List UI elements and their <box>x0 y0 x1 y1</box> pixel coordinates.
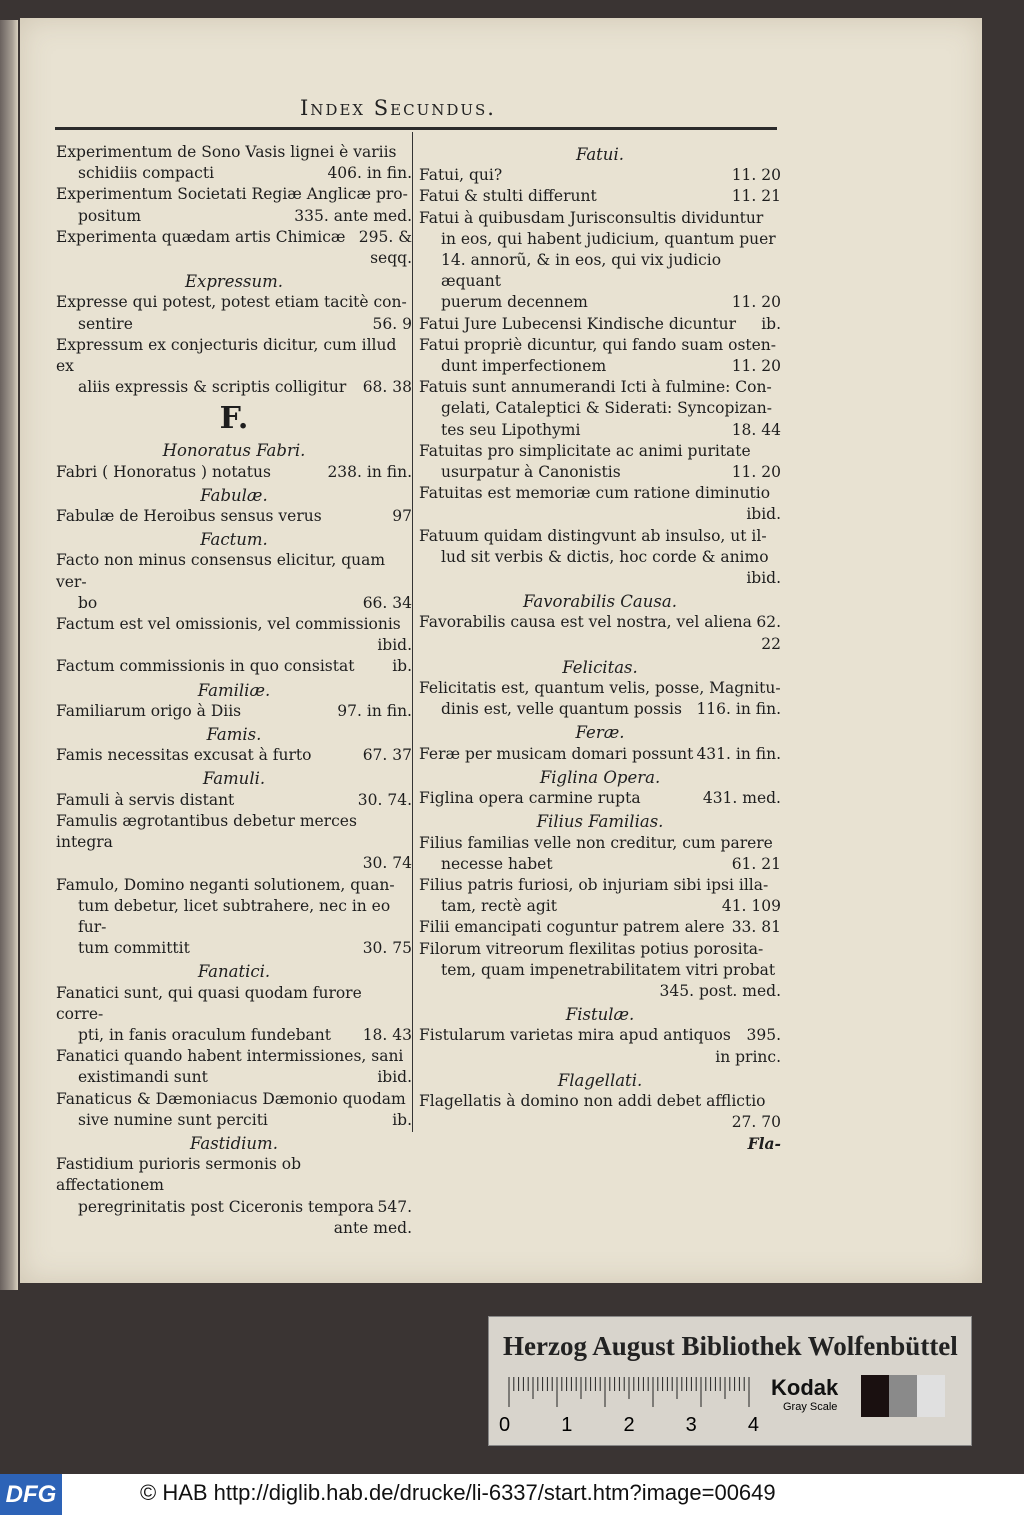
entry-line <box>419 314 781 335</box>
entry-text: Factum est vel omissionis, vel commissionis <box>56 615 401 634</box>
entry-text: puerum decennem <box>441 293 588 312</box>
page-reference: 68. 38 <box>362 378 412 397</box>
entry-text: necesse habet <box>441 854 553 873</box>
entry-line <box>56 506 412 527</box>
index-entry <box>419 208 781 314</box>
index-heading: Feræ. <box>575 723 625 743</box>
entry-text: Filii emancipati coguntur patrem alere <box>419 918 725 937</box>
entry-line <box>419 292 781 313</box>
entry-text: Experimentum de Sono Vasis lignei è variis <box>56 143 397 161</box>
entry-line <box>419 1112 781 1133</box>
entry-text: Famulo, Domino neganti solutionem, quan- <box>56 875 395 894</box>
entry-text: Factum commissionis in quo consistat <box>56 657 355 676</box>
running-header: Index Secundus. <box>300 96 496 120</box>
entry-text: Filius familias velle non creditur, cum parere <box>419 833 773 852</box>
page-reference: 30. 75 <box>362 939 412 958</box>
entry-line <box>419 960 781 981</box>
entry-line <box>56 184 412 205</box>
index-entry <box>419 1091 781 1133</box>
page-reference: 431. med. <box>702 789 781 808</box>
index-heading: Fistulæ. <box>565 1005 635 1025</box>
index-entry <box>419 612 781 654</box>
entry-text: tam, rectè agit <box>441 897 557 916</box>
ruler-numbers <box>499 1414 759 1437</box>
entry-text: Fabri ( Honoratus ) notatus <box>56 462 271 481</box>
entry-line <box>419 1025 781 1046</box>
entry-text: 14. annorũ, & in eos, qui vix judicio æquant <box>441 251 722 291</box>
ruler-number: 4 <box>747 1414 759 1436</box>
entry-text: peregrinitatis post Ciceronis tempora <box>78 1197 375 1216</box>
index-entry <box>56 550 412 614</box>
entry-line <box>56 790 412 811</box>
entry-line <box>56 635 412 656</box>
entry-line <box>419 634 781 655</box>
entry-line <box>56 853 412 874</box>
index-heading: Figlina Opera. <box>539 767 661 787</box>
page-reference: 547. <box>377 1197 412 1216</box>
ruler-number: 2 <box>623 1414 635 1436</box>
entry-line <box>56 875 412 896</box>
entry-text: Fastidium purioris sermonis ob affectationem <box>56 1155 302 1195</box>
entry-text: dinis est, velle quantum possis <box>441 700 682 719</box>
page-reference: 116. in fin. <box>696 700 781 719</box>
entry-text: Famis necessitas excusat à furto <box>56 746 312 765</box>
page-reference: 18. 43 <box>362 1025 412 1044</box>
entry-text: positum <box>78 206 142 225</box>
index-entry <box>419 875 781 917</box>
index-heading: Flagellati. <box>557 1070 643 1090</box>
index-heading: Famuli. <box>202 769 266 789</box>
entry-text: tes seu Lipothymi <box>441 420 581 439</box>
index-entry <box>419 186 781 207</box>
page-reference: 238. in fin. <box>327 462 412 481</box>
entry-line <box>56 811 412 853</box>
entry-text: Experimentum Societati Regiæ Anglicæ pro- <box>56 185 408 204</box>
index-entry <box>56 462 412 483</box>
entry-line <box>419 483 781 504</box>
page-reference: ibid. <box>377 1068 412 1087</box>
entry-line <box>419 833 781 854</box>
entry-line <box>56 1089 412 1110</box>
entry-line <box>419 547 781 568</box>
ruler-number: 0 <box>499 1414 511 1436</box>
entry-text: sive numine sunt perciti <box>78 1110 268 1129</box>
column-divider <box>412 132 413 1132</box>
entry-line <box>56 227 412 248</box>
page-reference: 67. 37 <box>362 746 412 765</box>
entry-line <box>419 250 781 292</box>
entry-text: Fatui & stulti differunt <box>419 187 597 206</box>
index-heading: Expressum. <box>184 272 284 292</box>
entry-text: Favorabilis causa est vel nostra, vel aliena <box>419 613 752 632</box>
entry-text: Fistularum varietas mira apud antiquos <box>419 1026 731 1045</box>
index-entry <box>56 983 412 1047</box>
index-entry <box>56 1046 412 1088</box>
entry-line <box>419 896 781 917</box>
copyright-url[interactable]: © HAB http://diglib.hab.de/drucke/li-6337/start.htm?image=00649 <box>140 1480 776 1505</box>
index-entry <box>56 1154 412 1239</box>
entry-text: Fanaticus & Dæmoniacus Dæmonio quodam <box>56 1089 406 1108</box>
entry-text: in eos, qui habent judicium, quantum puer <box>441 229 776 248</box>
entry-line <box>419 788 781 809</box>
entry-line <box>56 550 412 592</box>
section-letter: F. <box>219 401 249 437</box>
index-heading: Honoratus Fabri. <box>162 441 306 461</box>
entry-text: tum debetur, licet subtrahere, nec in eo fur- <box>78 896 391 936</box>
entry-text: Feræ per musicam domari possunt <box>419 744 694 763</box>
entry-text: dunt imperfectionem <box>441 357 607 376</box>
page-reference: 66. 34 <box>362 593 412 612</box>
entry-text: Fanatici quando habent intermissiones, sani <box>56 1047 404 1066</box>
header-rule <box>55 127 777 130</box>
index-column-left <box>56 142 412 1239</box>
page-reference: ante med. <box>333 1218 412 1237</box>
entry-line <box>56 292 412 313</box>
entry-text: pti, in fanis oraculum fundebant <box>78 1025 332 1044</box>
page-reference: 30. 74 <box>362 854 412 873</box>
page-reference: 335. ante med. <box>294 206 412 225</box>
page-reference: 62. <box>756 613 781 632</box>
entry-text: Famulis ægrotantibus debetur merces integra <box>56 811 357 852</box>
entry-line <box>419 917 781 938</box>
index-entry <box>419 678 781 720</box>
index-entry <box>419 833 781 875</box>
entry-line <box>419 875 781 896</box>
entry-line <box>56 1046 412 1067</box>
gray-swatch-black <box>861 1375 889 1417</box>
entry-line <box>56 1110 412 1131</box>
entry-text: existimandi sunt <box>78 1068 208 1087</box>
page-reference: seqq. <box>370 249 412 268</box>
entry-text: Famuli à servis distant <box>56 790 235 809</box>
entry-line <box>56 248 412 269</box>
entry-line <box>56 614 412 635</box>
entry-line <box>419 1091 781 1112</box>
entry-line <box>56 701 412 722</box>
entry-line <box>56 1067 412 1088</box>
viewer-footer <box>0 1474 1024 1515</box>
ruler-number: 3 <box>685 1414 697 1436</box>
index-heading: Factum. <box>200 530 268 550</box>
index-entry <box>419 441 781 483</box>
entry-line <box>56 593 412 614</box>
gray-swatch-mid <box>889 1375 917 1417</box>
entry-text: Fatui Jure Lubecensi Kindische dicuntur <box>419 314 737 333</box>
index-heading: Filius Familias. <box>536 812 664 832</box>
catchword: Fla- <box>747 1134 781 1154</box>
entry-line <box>419 699 781 720</box>
index-entry <box>419 788 781 809</box>
index-heading: Fatui. <box>576 145 624 164</box>
page-reference: 18. 44 <box>731 420 781 439</box>
entry-text: Fatui propriè dicuntur, qui fando suam osten- <box>419 335 777 354</box>
index-heading: Fabulæ. <box>200 485 268 505</box>
ruler-number: 1 <box>561 1414 573 1436</box>
entry-text: aliis expressis & scriptis colligitur <box>78 378 347 397</box>
index-entry <box>419 526 781 590</box>
entry-text: Figlina opera carmine rupta <box>419 789 641 808</box>
page-reference: 295. & <box>358 227 412 246</box>
entry-line <box>56 938 412 959</box>
page-reference: 61. 21 <box>731 854 781 873</box>
page-reference: 97. in fin. <box>337 701 412 720</box>
entry-text: bo <box>78 593 98 612</box>
entry-text: Fatuis sunt annumerandi Icti à fulmine: Con- <box>419 378 772 397</box>
page-reference: 395. <box>746 1026 781 1045</box>
index-entry <box>419 939 781 1003</box>
index-entry <box>56 745 412 766</box>
page-reference: 33. 81 <box>731 918 781 937</box>
index-entry <box>56 875 412 960</box>
index-entry <box>56 184 412 226</box>
entry-line <box>419 568 781 589</box>
entry-line <box>419 335 781 356</box>
entry-text: Fabulæ de Heroibus sensus verus <box>56 507 322 526</box>
entry-text: Fanatici sunt, qui quasi quodam furore corre- <box>56 983 362 1023</box>
page-reference: 11. 20 <box>731 463 781 482</box>
page-reference: 30. 74. <box>357 790 412 809</box>
page-reference: ib. <box>392 657 412 676</box>
entry-text: Fatuitas pro simplicitate ac animi puritate <box>419 441 751 460</box>
page-reference: ibid. <box>377 636 412 655</box>
entry-text: Experimenta quædam artis Chimicæ <box>56 227 346 246</box>
index-entry <box>56 292 412 334</box>
page-reference: 41. 109 <box>721 897 781 916</box>
entry-line <box>419 526 781 547</box>
page-reference: ibid. <box>746 505 781 524</box>
entry-line <box>419 678 781 699</box>
page-edge <box>0 20 18 1290</box>
page-reference: 56. 9 <box>372 314 412 333</box>
entry-text: Filius patris furiosi, ob injuriam sibi ipsi illa- <box>419 875 769 894</box>
entry-text: Fatui, qui? <box>419 166 503 185</box>
index-column-right <box>419 142 781 1155</box>
index-entry <box>56 142 412 184</box>
index-entry <box>56 614 412 656</box>
gray-scale-label: Gray Scale <box>783 1401 838 1413</box>
entry-line <box>419 939 781 960</box>
index-entry <box>56 335 412 399</box>
entry-line <box>56 983 412 1025</box>
page-reference: 406. in fin. <box>327 164 412 183</box>
index-heading: Famis. <box>206 725 262 745</box>
page-reference: 431. in fin. <box>696 744 781 763</box>
page-reference: 11. 21 <box>731 187 781 206</box>
page-reference: 27. 70 <box>731 1113 781 1132</box>
index-heading: Fanatici. <box>197 962 271 982</box>
entry-text: Felicitatis est, quantum velis, posse, Magnitu- <box>419 679 781 698</box>
entry-line <box>419 744 781 765</box>
index-heading: Familiæ. <box>197 680 271 700</box>
index-entry <box>56 656 412 677</box>
page-reference: ib. <box>761 314 781 333</box>
index-entry <box>56 701 412 722</box>
dfg-logo: DFG <box>0 1474 62 1515</box>
entry-text: tem, quam impenetrabilitatem vitri probat <box>441 960 776 979</box>
index-entry <box>419 165 781 186</box>
entry-line <box>419 186 781 207</box>
index-heading: Fastidium. <box>190 1133 278 1153</box>
page-reference: 11. 20 <box>731 293 781 312</box>
entry-text: schidiis compacti <box>78 164 215 183</box>
entry-line <box>56 1025 412 1046</box>
entry-text: gelati, Cataleptici & Siderati: Syncopizan- <box>441 399 772 418</box>
index-entry <box>419 377 781 441</box>
entry-line <box>56 1197 412 1218</box>
library-name: Herzog August Bibliothek Wolfenbüttel <box>503 1331 958 1361</box>
index-entry <box>56 227 412 269</box>
entry-line <box>419 356 781 377</box>
entry-text: sentire <box>78 314 133 333</box>
entry-line <box>56 335 412 377</box>
index-entry <box>419 1025 781 1067</box>
entry-line <box>56 745 412 766</box>
entry-line <box>56 896 412 938</box>
entry-line <box>419 420 781 441</box>
page-reference: 345. post. med. <box>659 981 781 1000</box>
index-entry <box>56 790 412 811</box>
entry-line <box>419 1047 781 1068</box>
index-heading: Favorabilis Causa. <box>523 592 677 612</box>
entry-line <box>419 377 781 398</box>
library-color-target <box>488 1316 972 1446</box>
index-heading: Felicitas. <box>562 657 638 677</box>
page-reference: 11. 20 <box>731 166 781 185</box>
entry-text: usurpatur à Canonistis <box>441 463 621 482</box>
entry-text: tum committit <box>78 939 190 958</box>
page-reference: 97 <box>392 507 412 526</box>
entry-line <box>56 206 412 227</box>
entry-text: Familiarum origo à Diis <box>56 701 242 720</box>
kodak-logo: Kodak <box>771 1375 839 1400</box>
entry-line <box>419 854 781 875</box>
entry-text: lud sit verbis & dictis, hoc corde & animo <box>441 547 769 566</box>
index-entry <box>56 811 412 875</box>
entry-line <box>419 612 781 633</box>
page-reference: 22 <box>761 634 781 653</box>
ruler-scale <box>505 1373 755 1415</box>
entry-line <box>419 208 781 229</box>
index-entry <box>56 506 412 527</box>
index-entry <box>419 917 781 938</box>
entry-line <box>56 142 412 163</box>
entry-text: Facto non minus consensus elicitur, quam ver- <box>56 551 386 591</box>
index-entry <box>419 314 781 335</box>
page-reference: 11. 20 <box>731 357 781 376</box>
index-entry <box>419 483 781 525</box>
entry-line <box>419 165 781 186</box>
entry-line <box>56 656 412 677</box>
index-entry <box>419 335 781 377</box>
entry-text: Expressum ex conjecturis dicitur, cum illud ex <box>56 335 397 376</box>
index-entry <box>419 744 781 765</box>
entry-text: Fatuum quidam distingvunt ab insulso, ut il- <box>419 526 767 545</box>
entry-line <box>419 981 781 1002</box>
entry-line <box>419 229 781 250</box>
entry-line <box>56 462 412 483</box>
entry-line <box>419 441 781 462</box>
page-reference: ib. <box>392 1110 412 1129</box>
entry-line <box>419 462 781 483</box>
entry-text: Fatuitas est memoriæ cum ratione diminutio <box>419 484 771 503</box>
gray-swatch-light <box>917 1375 945 1417</box>
entry-line <box>419 398 781 419</box>
page-reference: ibid. <box>746 569 781 588</box>
index-entry <box>56 1089 412 1131</box>
entry-text: Filorum vitreorum flexilitas potius porosita- <box>419 939 764 958</box>
entry-line <box>56 377 412 398</box>
page-reference: in princ. <box>715 1047 781 1066</box>
entry-text: Expresse qui potest, potest etiam tacitè con- <box>56 293 407 312</box>
entry-line <box>56 1218 412 1239</box>
entry-text: Fatui à quibusdam Jurisconsultis dividuntur <box>419 208 764 227</box>
entry-line <box>56 314 412 335</box>
entry-line <box>419 504 781 525</box>
entry-line <box>56 1154 412 1196</box>
entry-text: Flagellatis à domino non addi debet afflictio <box>419 1091 766 1110</box>
entry-line <box>56 163 412 184</box>
